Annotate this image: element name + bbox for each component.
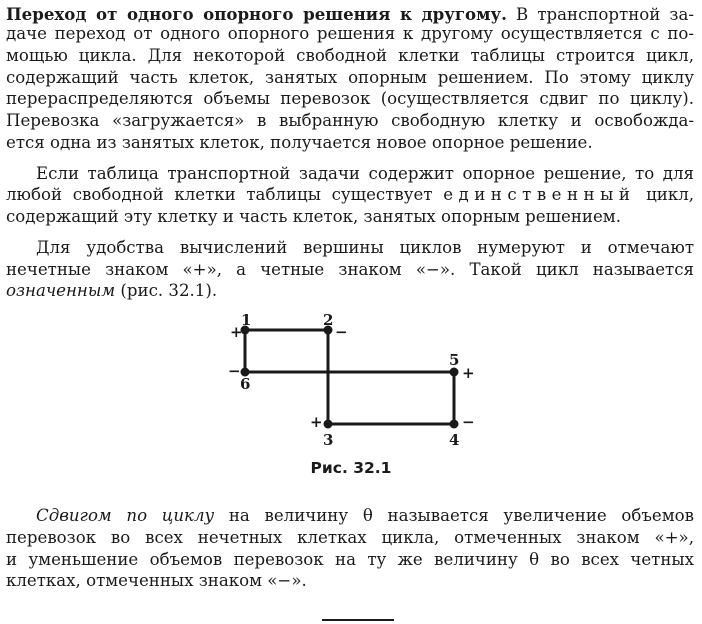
p1-line-7: ется одна из занятых клеток, получается новое опорное решение.	[6, 133, 593, 152]
vertex-6-sign: −	[228, 362, 241, 380]
p1-line-6: Перевозка «загружается» в выбранную свободную клетку и освобожда-	[6, 111, 694, 130]
section-title: Переход от одного опорного решения к другому.	[6, 4, 507, 24]
p2-line-1: Если таблица транспортной задачи содержит опорное решение, то для	[36, 164, 694, 183]
figure-caption: Рис. 32.1	[310, 459, 392, 477]
vertex-2-number: 2	[323, 311, 334, 329]
vertex-4-number: 4	[449, 431, 460, 449]
p1-line-4: содержащий часть клеток, занятых опорным решением. По этому циклу	[6, 68, 694, 87]
p1-line-1-text: В транспортной за-	[516, 5, 694, 24]
p4-line-2: перевозок во всех нечетных клетках цикла, отмеченных знаком «+»,	[6, 528, 694, 547]
p4-line-3: и уменьшение объемов перевозок на ту же величину θ во всех четных	[6, 550, 694, 569]
p3-line-3	[6, 281, 694, 301]
cycle-diagram	[200, 300, 500, 460]
p4-line-1-rest: на величину θ называется увеличение объемов	[228, 506, 694, 525]
p2-line-2-start: любой свободной клетки таблицы существует	[6, 185, 433, 204]
p1-line-1	[6, 4, 694, 25]
vertex-5-number: 5	[449, 351, 460, 369]
vertex-3-dot	[324, 420, 333, 429]
p3-line-2: нечетные знаком «+», а четные знаком «−». Такой цикл называется	[6, 260, 694, 279]
term-cycle-shift: Сдвигом по циклу	[36, 506, 215, 525]
vertex-2-sign: −	[335, 323, 348, 341]
p2-line-2-end: цикл,	[646, 185, 695, 204]
p2-line-3: содержащий эту клетку и часть клеток, занятых опорным решением.	[6, 207, 621, 226]
cycle-figure	[200, 300, 500, 460]
p2-line-2	[6, 185, 694, 205]
vertex-1-number: 1	[241, 311, 252, 329]
p1-line-2: даче переход от одного опорного решения к другому осуществляется с по-	[6, 24, 694, 43]
p4-line-1	[36, 506, 694, 526]
p4-line-4: клетках, отмеченных знаком «−».	[6, 571, 307, 590]
page-bottom-rule	[322, 619, 394, 621]
term-signed-cycle: означенным	[6, 281, 116, 300]
p1-line-5: перераспределяются объемы перевозок (осуществляется сдвиг по циклу).	[6, 89, 694, 108]
p3-line-3-rest: (рис. 32.1).	[120, 281, 218, 300]
spaced-word: единственный	[443, 185, 636, 204]
vertex-3-number: 3	[323, 431, 334, 449]
vertex-5-sign: +	[462, 364, 475, 382]
vertex-6-number: 6	[240, 375, 251, 393]
vertex-4-dot	[450, 420, 459, 429]
vertex-4-sign: −	[462, 413, 475, 431]
p1-line-3: мощью цикла. Для некоторой свободной клетки таблицы строится цикл,	[6, 46, 694, 65]
vertex-1-sign: +	[230, 323, 243, 341]
vertex-3-sign: +	[310, 413, 323, 431]
p3-line-1: Для удобства вычислений вершины циклов нумеруют и отмечают	[36, 238, 694, 257]
